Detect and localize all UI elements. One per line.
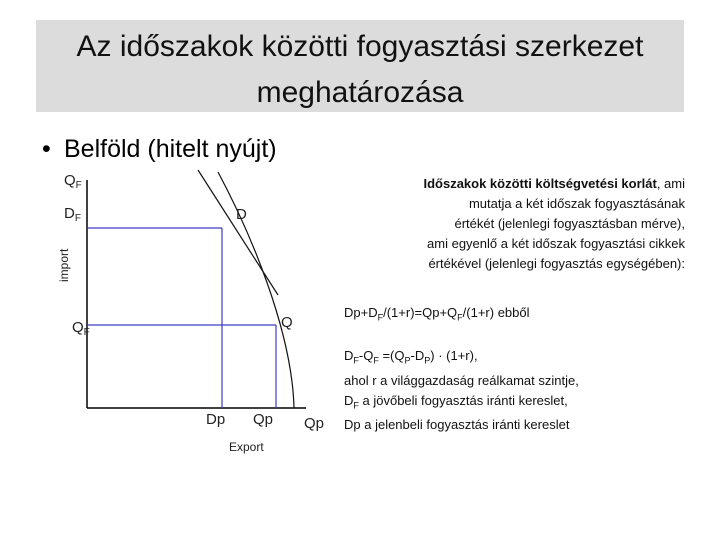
notes-block — [344, 346, 689, 435]
title-line-2: meghatározása — [256, 76, 464, 109]
qp-tick-label: Qp — [253, 411, 274, 428]
production-possibility-curve — [218, 172, 294, 408]
y-axis-label: import — [57, 248, 71, 282]
budget-equation: $Dp+D_F/(1+r)=Qp+Q_F/(1+r)$ ebből — [344, 305, 530, 323]
explanation-bold: Időszakok közötti költségvetési korlát — [423, 176, 657, 191]
formula-line: $D_F-Q_F =(Q_P-D_P) \cdot (1+r)$, — [344, 348, 478, 366]
bullet-dot-icon: • — [42, 135, 51, 163]
qf-axis-label: $Q_F$ — [64, 172, 82, 191]
note-present-demand: Dp a jelenbeli fogyasztás iránti kereslet — [344, 417, 570, 433]
explanation-line-4: ami egyenlő a két időszak fogyasztási cikkek — [427, 236, 685, 251]
x-axis-label: Export — [229, 440, 264, 454]
explanation-line-2: mutatja a két időszak fogyasztásának — [468, 196, 685, 211]
qp-axis-label: Qp — [304, 415, 325, 432]
note-interest-rate: ahol r a világgazdaság reálkamat szintje, — [344, 372, 579, 388]
point-d-label: D — [236, 206, 247, 223]
title-line-1: Az időszakok közötti fogyasztási szerkezet — [76, 30, 644, 63]
qf-tick-label: $Q_F$ — [72, 319, 90, 338]
explanation-block — [340, 174, 685, 274]
dp-tick-label: Dp — [206, 411, 226, 428]
df-label: $D_F$ — [64, 205, 81, 224]
explanation-line-1: Időszakok közötti költségvetési korlát, ami — [423, 176, 685, 191]
note-future-demand: $D_F$ a jövőbeli fogyasztás iránti kereslet, — [344, 392, 568, 411]
explanation-line-5: értékével (jelenlegi fogyasztás egységében): — [428, 256, 685, 271]
point-q-label: Q — [281, 314, 293, 331]
explanation-line-3: értékét (jelenlegi fogyasztásban mérve), — [454, 216, 685, 231]
budget-constraint-line — [198, 170, 278, 295]
bullet-text: Belföld (hitelt nyújt) — [64, 135, 277, 163]
